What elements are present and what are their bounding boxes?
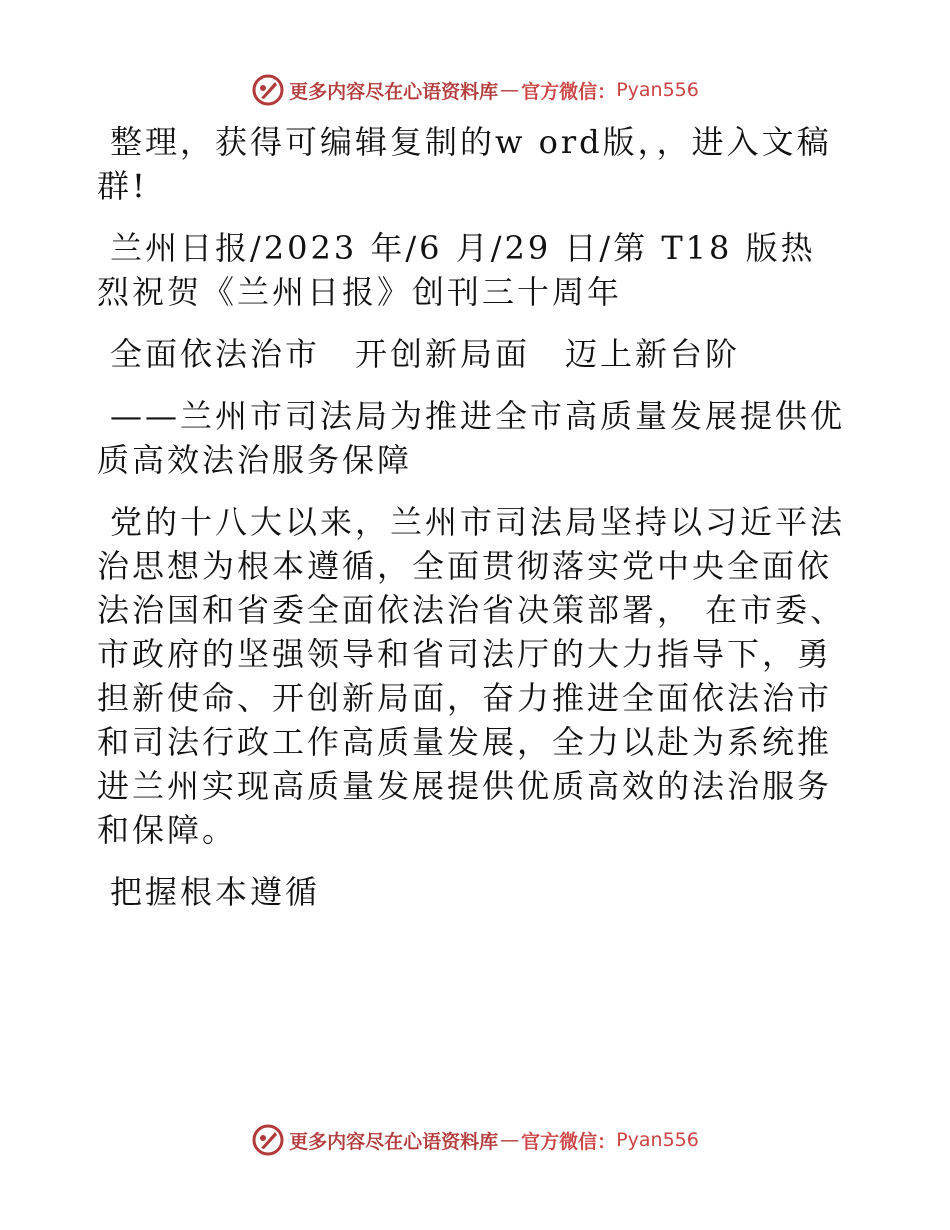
wechat-label: 官方微信：: [521, 1130, 617, 1153]
article-title: 全面依法治市 开创新局面 迈上新台阶: [110, 335, 741, 373]
watermark-separator: —: [500, 79, 520, 101]
wechat-id: Pyan556: [616, 79, 699, 101]
watermark-text: 更多内容尽在心语资料库: [289, 80, 499, 103]
wechat-id: Pyan556: [616, 1129, 699, 1151]
quill-logo-icon: [251, 73, 285, 107]
watermark-text: 更多内容尽在心语资料库: [289, 1130, 499, 1153]
watermark-separator: —: [500, 1129, 520, 1151]
intro-paragraph: 整理，获得可编辑复制的w ord版，，进入文稿群!: [97, 123, 832, 205]
section-heading: 把握根本遵循: [110, 873, 321, 911]
footer-watermark: [0, 1120, 950, 1160]
header-watermark: [0, 70, 950, 110]
source-line: 兰州日报/2023 年/6 月/29 日/第 T18 版热烈祝贺《兰州日报》创刊三十周年: [97, 229, 816, 311]
document-body: [97, 120, 847, 932]
body-paragraph: 党的十八大以来，兰州市司法局坚持以习近平法治思想为根本遵循，全面贯彻落实党中央全面依法治国和省委全面依法治省决策部署， 在市委、 市政府的坚强领导和省司法厅的大力指导下，勇担新使命、开创新局面，奋力推进全面依法治市和司法行政工作高质量发展，全力以赴为系统推进兰州实现高质量发展提供优质高效的法治服务和保障。: [97, 503, 846, 849]
wechat-label: 官方微信：: [521, 80, 617, 103]
article-subtitle: ——兰州市司法局为推进全市高质量发展提供优质高效法治服务保障: [97, 397, 846, 479]
quill-logo-icon: [251, 1123, 285, 1157]
